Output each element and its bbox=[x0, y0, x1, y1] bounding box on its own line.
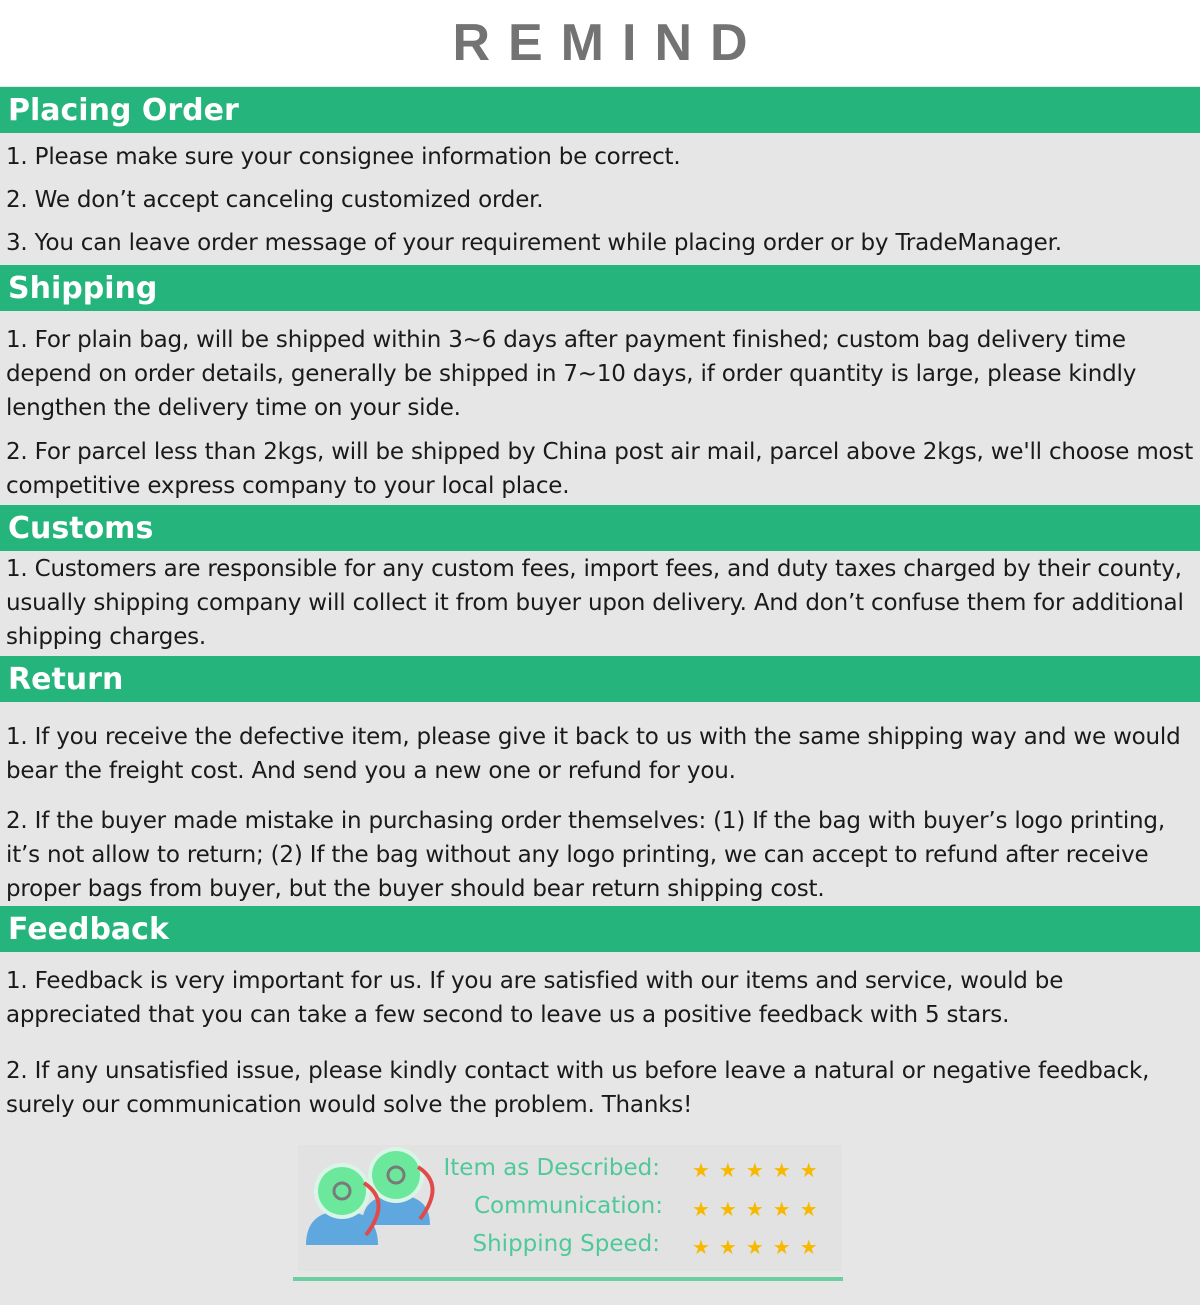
section-heading-shipping: Shipping bbox=[0, 265, 1200, 311]
page-title: REMIND bbox=[452, 14, 766, 72]
return-item-2: 2. If the buyer made mistake in purchasing order themselves: (1) If the bag with buyer’s logo printing, it’s not allow to return; (2) If the bag without any logo printing, we can accept to refund after receive proper bags from buyer, but the buyer should bear return shipping cost. bbox=[6, 808, 1165, 902]
star-icon-row-item: ★★★★★ bbox=[692, 1158, 827, 1182]
placing-order-item-3: 3. You can leave order message of your requirement while placing order or by TradeManager. bbox=[6, 230, 1062, 256]
section-heading-customs: Customs bbox=[0, 505, 1200, 551]
rating-label-shipping-speed: Shipping Speed: bbox=[472, 1231, 660, 1257]
title-bar bbox=[0, 0, 1200, 86]
rating-label-item-as-described: Item as Described: bbox=[443, 1155, 660, 1181]
feedback-item-1: 1. Feedback is very important for us. If you are satisfied with our items and service, would be appreciated that you can take a few second to leave us a positive feedback with 5 stars. bbox=[6, 968, 1064, 1028]
star-icon-row-communication: ★★★★★ bbox=[692, 1197, 827, 1221]
section-heading-return: Return bbox=[0, 656, 1200, 702]
rating-underline bbox=[293, 1277, 843, 1281]
star-icon-row-shipping: ★★★★★ bbox=[692, 1235, 827, 1259]
placing-order-item-1: 1. Please make sure your consignee information be correct. bbox=[6, 144, 681, 170]
return-item-1: 1. If you receive the defective item, please give it back to us with the same shipping way and we would bear the freight cost. And send you a new one or refund for you. bbox=[6, 724, 1181, 784]
feedback-item-2: 2. If any unsatisfied issue, please kindly contact with us before leave a natural or negative feedback, surely our communication would solve the problem. Thanks! bbox=[6, 1058, 1150, 1118]
section-heading-feedback: Feedback bbox=[0, 906, 1200, 952]
customs-item-1: 1. Customers are responsible for any custom fees, import fees, and duty taxes charged by their county, usually shipping company will collect it from buyer upon delivery. And don’t confuse them for additional shipping charges. bbox=[6, 556, 1184, 650]
section-heading-placing-order: Placing Order bbox=[0, 87, 1200, 133]
placing-order-item-2: 2. We don’t accept canceling customized order. bbox=[6, 187, 544, 213]
rating-label-communication: Communication: bbox=[473, 1193, 663, 1219]
shipping-item-1: 1. For plain bag, will be shipped within 3~6 days after payment finished; custom bag delivery time depend on order details, generally be shipped in 7~10 days, if order quantity is large, please kindly lengthen the delivery time on your side. bbox=[6, 327, 1137, 421]
shipping-item-2: 2. For parcel less than 2kgs, will be shipped by China post air mail, parcel above 2kgs, we'll choose most competitive express company to your local place. bbox=[6, 439, 1194, 499]
